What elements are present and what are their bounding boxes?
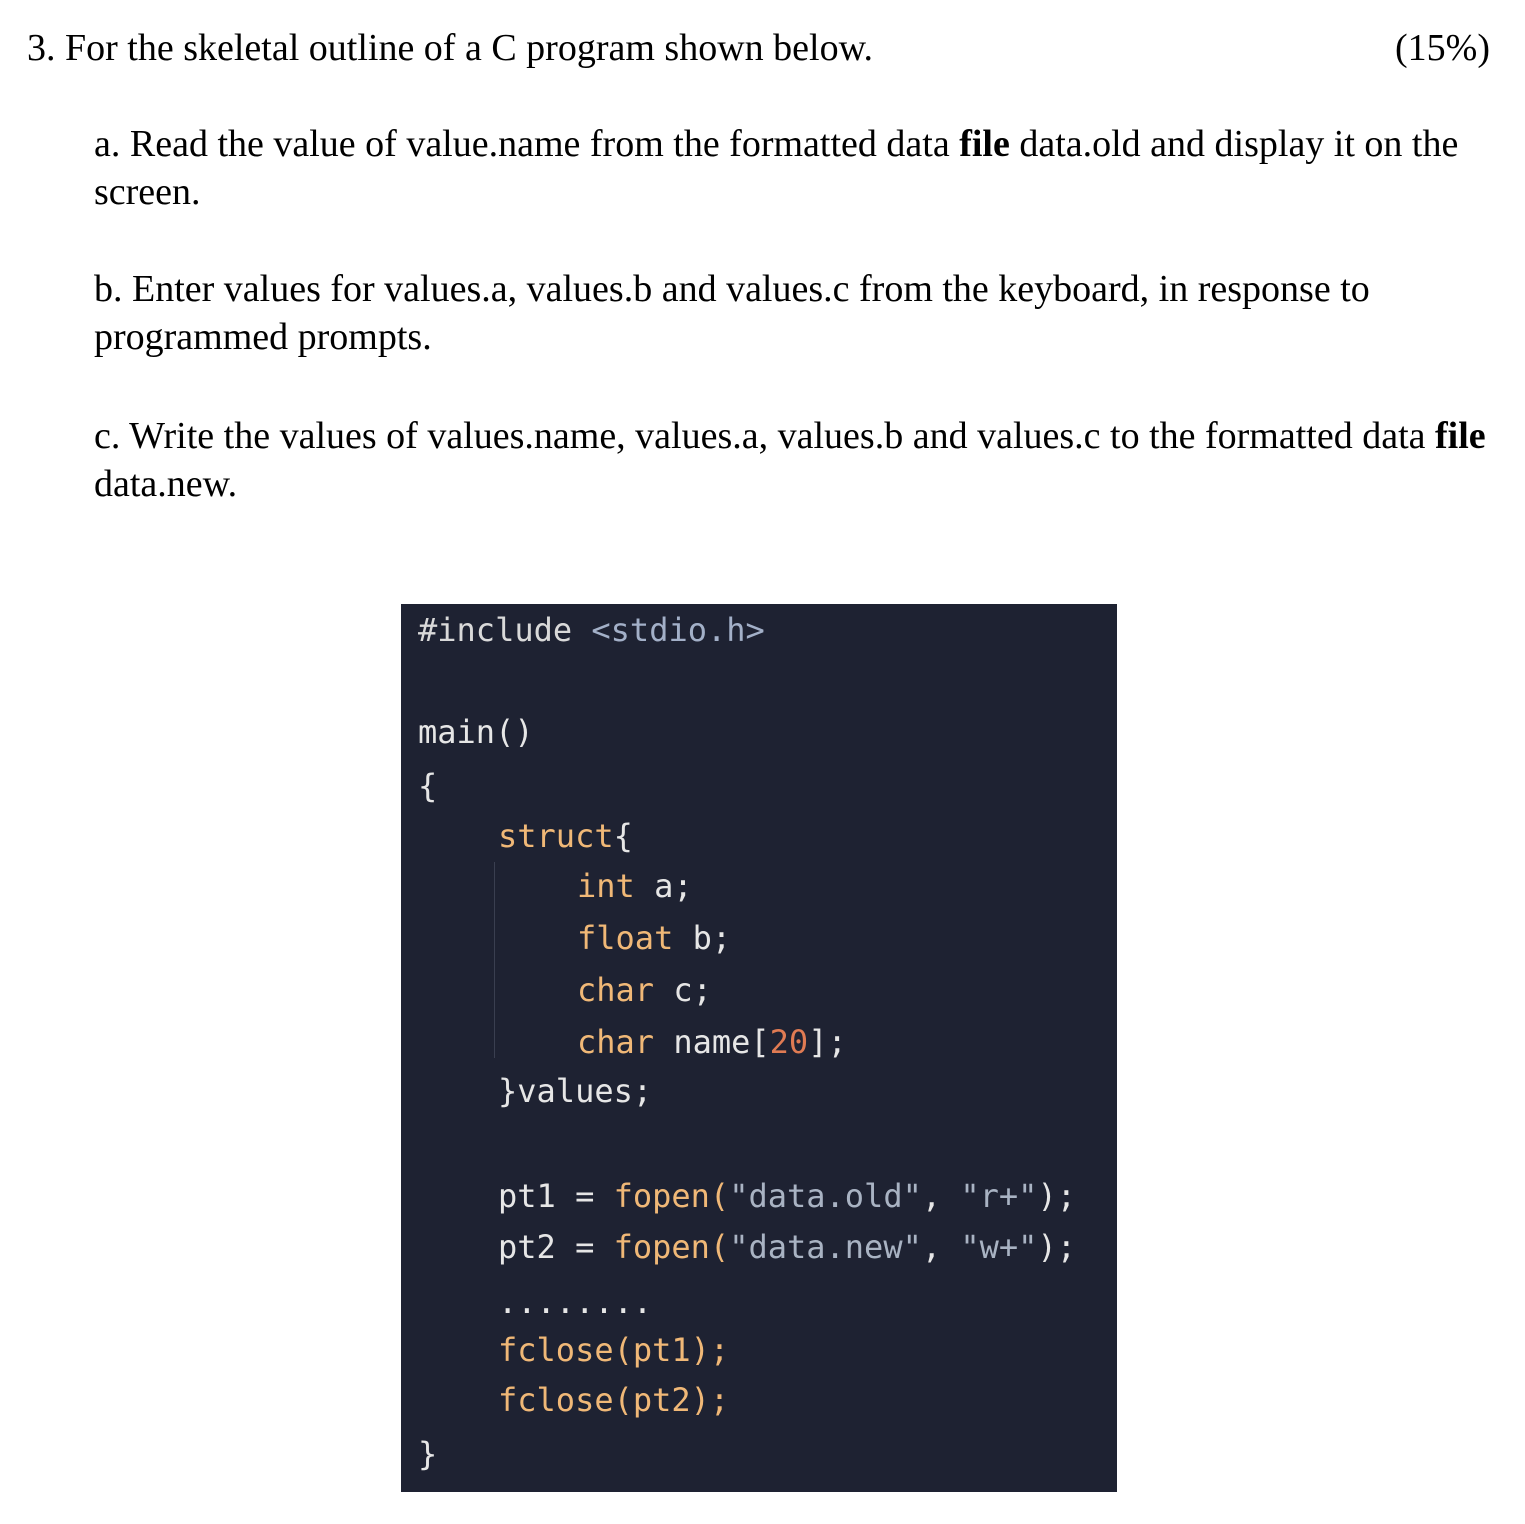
char-name: name[ (654, 1023, 770, 1061)
char-end: ]; (808, 1023, 847, 1061)
question-weight: (15%) (1395, 27, 1490, 69)
open-brace: { (418, 767, 438, 805)
ellipsis: ........ (498, 1283, 653, 1321)
pt2-arg1: "data.new" (729, 1228, 922, 1266)
code-line-include (418, 610, 765, 650)
pt2-sep: , (921, 1228, 961, 1266)
struct-close: }values; (498, 1072, 653, 1110)
pt2-end: ); (1037, 1228, 1076, 1266)
code-line-char-name (577, 1022, 847, 1062)
part-b-text: b. Enter values for values.a, values.b and values.c from the keyboard, in response to programmed prompts. (94, 268, 1370, 358)
code-line-pt2 (498, 1227, 1076, 1267)
pt2-fn: fopen( (613, 1228, 730, 1266)
pt1-fn: fopen( (613, 1177, 730, 1215)
part-c-bold: file (1435, 415, 1486, 457)
code-block (401, 604, 1117, 1492)
question-heading (27, 22, 1490, 74)
include-directive: #include (418, 611, 573, 649)
fclose-pt2: fclose(pt2); (498, 1381, 730, 1419)
pt2-lhs: pt2 = (498, 1228, 614, 1266)
indent-guide (494, 862, 495, 1058)
pt1-sep: , (921, 1177, 961, 1215)
float-keyword: float (577, 919, 674, 957)
code-line-close-brace (418, 1434, 437, 1474)
close-brace: } (418, 1435, 438, 1473)
part-c (94, 412, 1494, 508)
code-line-float (577, 918, 731, 958)
int-keyword: int (577, 867, 635, 905)
char-keyword-1: char (577, 971, 655, 1009)
char-size: 20 (769, 1023, 809, 1061)
struct-open: { (613, 817, 633, 855)
code-line-int (577, 866, 693, 906)
pt1-arg1: "data.old" (729, 1177, 922, 1215)
pt1-lhs: pt1 = (498, 1177, 614, 1215)
code-line-fclose2 (498, 1380, 729, 1420)
code-line-char-c (577, 970, 712, 1010)
include-header: <stdio.h> (591, 611, 765, 649)
part-a-bold: file (959, 123, 1010, 165)
char-var-c: c; (654, 971, 712, 1009)
part-a-text-after: data.old and display it on the screen. (94, 123, 1459, 213)
main-signature: main() (418, 713, 534, 751)
code-line-pt1 (498, 1176, 1076, 1216)
part-a (94, 120, 1494, 216)
part-a-text-before: a. Read the value of value.name from the formatted data (94, 123, 960, 165)
code-line-fclose1 (498, 1330, 729, 1370)
float-var: b; (673, 919, 732, 957)
code-line-open-brace (418, 766, 437, 806)
code-line-main (418, 712, 534, 752)
part-b (94, 265, 1494, 361)
struct-keyword: struct (498, 817, 614, 855)
code-line-struct (498, 816, 633, 856)
char-keyword-2: char (577, 1023, 655, 1061)
int-var: a; (634, 867, 693, 905)
code-line-ellipsis (498, 1282, 652, 1322)
part-c-text-after: data.new. (94, 463, 238, 505)
part-c-text-before: c. Write the values of values.name, values.a, values.b and values.c to the formatted data (94, 415, 1436, 457)
fclose-pt1: fclose(pt1); (498, 1331, 730, 1369)
pt2-arg2: "w+" (960, 1228, 1038, 1266)
question-title: 3. For the skeletal outline of a C program shown below. (27, 27, 874, 69)
code-line-struct-close (498, 1071, 652, 1111)
pt1-arg2: "r+" (960, 1177, 1038, 1215)
pt1-end: ); (1037, 1177, 1076, 1215)
